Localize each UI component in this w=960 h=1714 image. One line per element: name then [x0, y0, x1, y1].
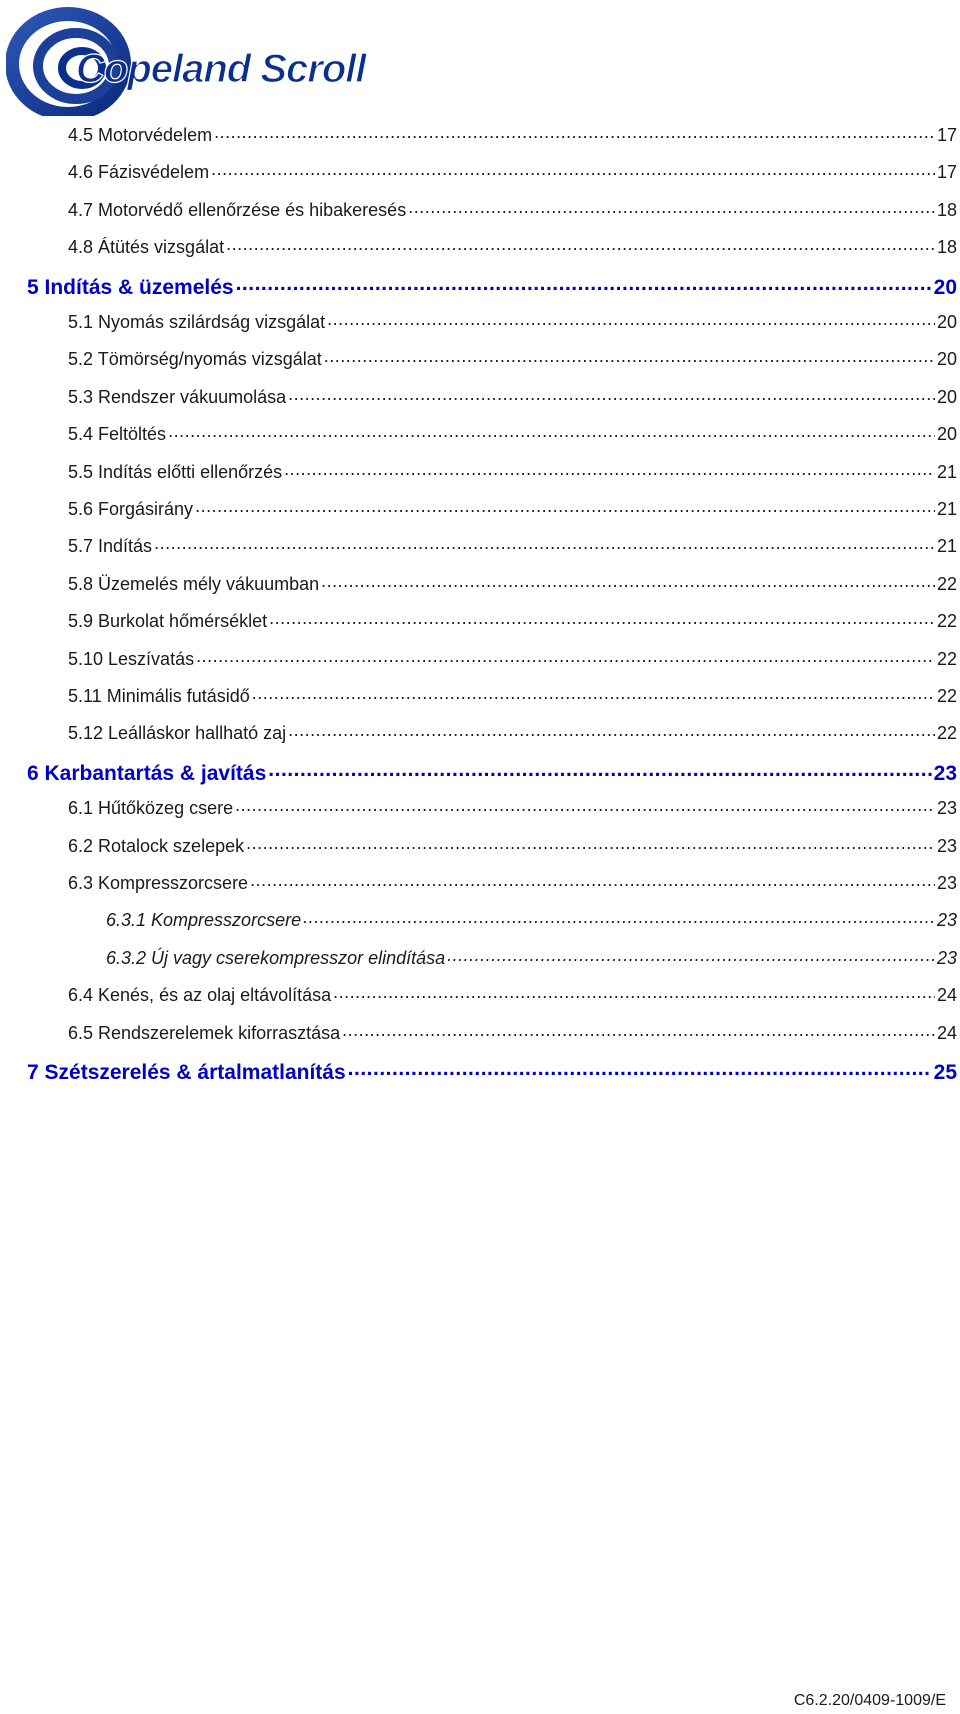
- toc-entry-page-number: 18: [936, 237, 957, 258]
- toc-entry-page-number: 21: [936, 536, 957, 557]
- toc-entry-title: 5 Indítás & üzemelés: [27, 275, 234, 299]
- toc-entry[interactable]: [68, 460, 957, 483]
- toc-entry[interactable]: [68, 684, 957, 707]
- toc-entry[interactable]: [68, 834, 957, 857]
- toc-dot-leader: [288, 385, 935, 403]
- toc-entry[interactable]: [68, 385, 957, 408]
- toc-entry-page-number: 23: [933, 761, 957, 785]
- toc-dot-leader: [196, 647, 935, 665]
- toc-entry-page-number: 20: [936, 312, 957, 332]
- toc-entry-page-number: 21: [936, 499, 957, 519]
- toc-entry-page-number: 20: [933, 275, 957, 299]
- toc-dot-leader: [211, 160, 935, 178]
- toc-dot-leader: [348, 1058, 932, 1079]
- toc-dot-leader: [235, 796, 935, 814]
- toc-dot-leader: [408, 198, 935, 216]
- toc-dot-leader: [268, 759, 931, 780]
- toc-entry-page-number: 20: [936, 386, 957, 407]
- toc-entry[interactable]: [106, 908, 957, 931]
- toc-entry[interactable]: [68, 721, 957, 744]
- toc-entry[interactable]: [27, 1058, 957, 1085]
- toc-dot-leader: [246, 834, 935, 852]
- toc-entry-title: 4.5 Motorvédelem: [68, 125, 213, 145]
- toc-entry-title: 4.7 Motorvédő ellenőrzése és hibakeresés: [68, 199, 407, 220]
- toc-entry[interactable]: [68, 235, 957, 258]
- toc-entry-title: 5.7 Indítás: [68, 536, 153, 557]
- toc-entry-title: 5.1 Nyomás szilárdság vizsgálat: [68, 312, 326, 332]
- toc-dot-leader: [269, 609, 935, 627]
- toc-entry-page-number: 18: [936, 199, 957, 220]
- toc-entry-page-number: 22: [936, 686, 957, 706]
- toc-dot-leader: [288, 721, 935, 739]
- toc-dot-leader: [252, 684, 935, 702]
- toc-entry-page-number: 23: [936, 873, 957, 893]
- toc-entry-title: 5.12 Leálláskor hallható zaj: [68, 723, 287, 744]
- toc-entry-page-number: 24: [936, 1022, 957, 1043]
- toc-entry-page-number: 23: [936, 910, 957, 931]
- toc-entry[interactable]: [68, 871, 957, 894]
- toc-dot-leader: [195, 497, 935, 515]
- toc-entry-title: 6 Karbantartás & javítás: [27, 761, 267, 785]
- toc-entry-title: 5.3 Rendszer vákuumolása: [68, 386, 287, 407]
- toc-dot-leader: [168, 422, 935, 440]
- logo-graphic: [6, 4, 416, 116]
- toc-entry-title: 5.9 Burkolat hőmérséklet: [68, 611, 268, 632]
- toc-dot-leader: [324, 347, 935, 365]
- logo-wordmark: Copeland Scroll: [76, 47, 366, 91]
- toc-dot-leader: [284, 460, 935, 478]
- toc-entry[interactable]: [68, 534, 957, 557]
- toc-entry-title: 5.6 Forgásirány: [68, 499, 194, 519]
- toc-entry[interactable]: [68, 1021, 957, 1044]
- toc-entry[interactable]: [68, 198, 957, 221]
- toc-entry-title: 6.3 Kompresszorcsere: [68, 873, 249, 893]
- toc-entry[interactable]: [27, 273, 957, 300]
- toc-entry-title: 4.8 Átütés vizsgálat: [68, 237, 225, 258]
- toc-entry-page-number: 23: [936, 947, 957, 968]
- toc-dot-leader: [236, 273, 932, 294]
- toc-entry[interactable]: [68, 347, 957, 370]
- toc-entry-title: 5.8 Üzemelés mély vákuumban: [68, 573, 320, 594]
- toc-entry-title: 5.5 Indítás előtti ellenőrzés: [68, 461, 283, 482]
- toc-dot-leader: [333, 983, 935, 1001]
- toc-entry-page-number: 23: [936, 798, 957, 819]
- toc-entry[interactable]: [68, 422, 957, 445]
- toc-entry-page-number: 22: [936, 723, 957, 744]
- toc-entry[interactable]: [68, 572, 957, 595]
- toc-entry[interactable]: [68, 123, 957, 146]
- toc-entry[interactable]: [68, 983, 957, 1006]
- toc-entry[interactable]: [27, 759, 957, 786]
- toc-entry-title: 5.10 Leszívatás: [68, 648, 195, 669]
- toc-dot-leader: [303, 908, 935, 926]
- toc-entry-page-number: 17: [936, 162, 957, 183]
- toc-entry[interactable]: [68, 609, 957, 632]
- toc-dot-leader: [342, 1021, 935, 1039]
- toc-entry-page-number: 22: [936, 573, 957, 594]
- toc-entry-page-number: 17: [936, 125, 957, 145]
- toc-entry-page-number: 25: [933, 1061, 957, 1084]
- toc-entry-page-number: 24: [936, 985, 957, 1006]
- toc-entry[interactable]: [68, 497, 957, 520]
- toc-entry-title: 4.6 Fázisvédelem: [68, 162, 210, 183]
- toc-entry[interactable]: [68, 310, 957, 333]
- toc-entry[interactable]: [106, 946, 957, 969]
- toc-entry-page-number: 21: [936, 461, 957, 482]
- toc-entry-title: 6.3.2 Új vagy cserekompresszor elindítása: [106, 947, 446, 968]
- toc-dot-leader: [214, 123, 935, 141]
- toc-dot-leader: [154, 534, 935, 552]
- toc-dot-leader: [250, 871, 935, 889]
- toc-entry-page-number: 23: [936, 835, 957, 856]
- toc-entry[interactable]: [68, 160, 957, 183]
- toc-dot-leader: [327, 310, 935, 328]
- toc-entry-title: 5.2 Tömörség/nyomás vizsgálat: [68, 349, 322, 370]
- toc-entry-page-number: 20: [936, 349, 957, 370]
- toc-entry-title: 6.2 Rotalock szelepek: [68, 835, 245, 856]
- toc-dot-leader: [447, 946, 935, 964]
- toc-entry-title: 6.1 Hűtőközeg csere: [68, 798, 234, 819]
- toc-entry[interactable]: [68, 796, 957, 819]
- toc-entry-title: 5.4 Feltöltés: [68, 424, 167, 445]
- toc-dot-leader: [226, 235, 935, 253]
- toc-entry[interactable]: [68, 647, 957, 670]
- toc-entry-page-number: 20: [936, 424, 957, 445]
- toc-dot-leader: [321, 572, 935, 590]
- toc-entry-page-number: 22: [936, 648, 957, 669]
- document-code: C6.2.20/0409-1009/E: [793, 1692, 946, 1709]
- toc-entry-title: 6.3.1 Kompresszorcsere: [106, 910, 302, 931]
- toc-entry-title: 6.4 Kenés, és az olaj eltávolítása: [68, 985, 332, 1006]
- toc-entry-page-number: 22: [936, 611, 957, 632]
- copeland-scroll-logo: [6, 4, 416, 116]
- toc-entry-title: 5.11 Minimális futásidő: [68, 686, 250, 706]
- toc-entry-title: 7 Szétszerelés & ártalmatlanítás: [27, 1061, 346, 1084]
- toc-entry-title: 6.5 Rendszerelemek kiforrasztása: [68, 1022, 341, 1043]
